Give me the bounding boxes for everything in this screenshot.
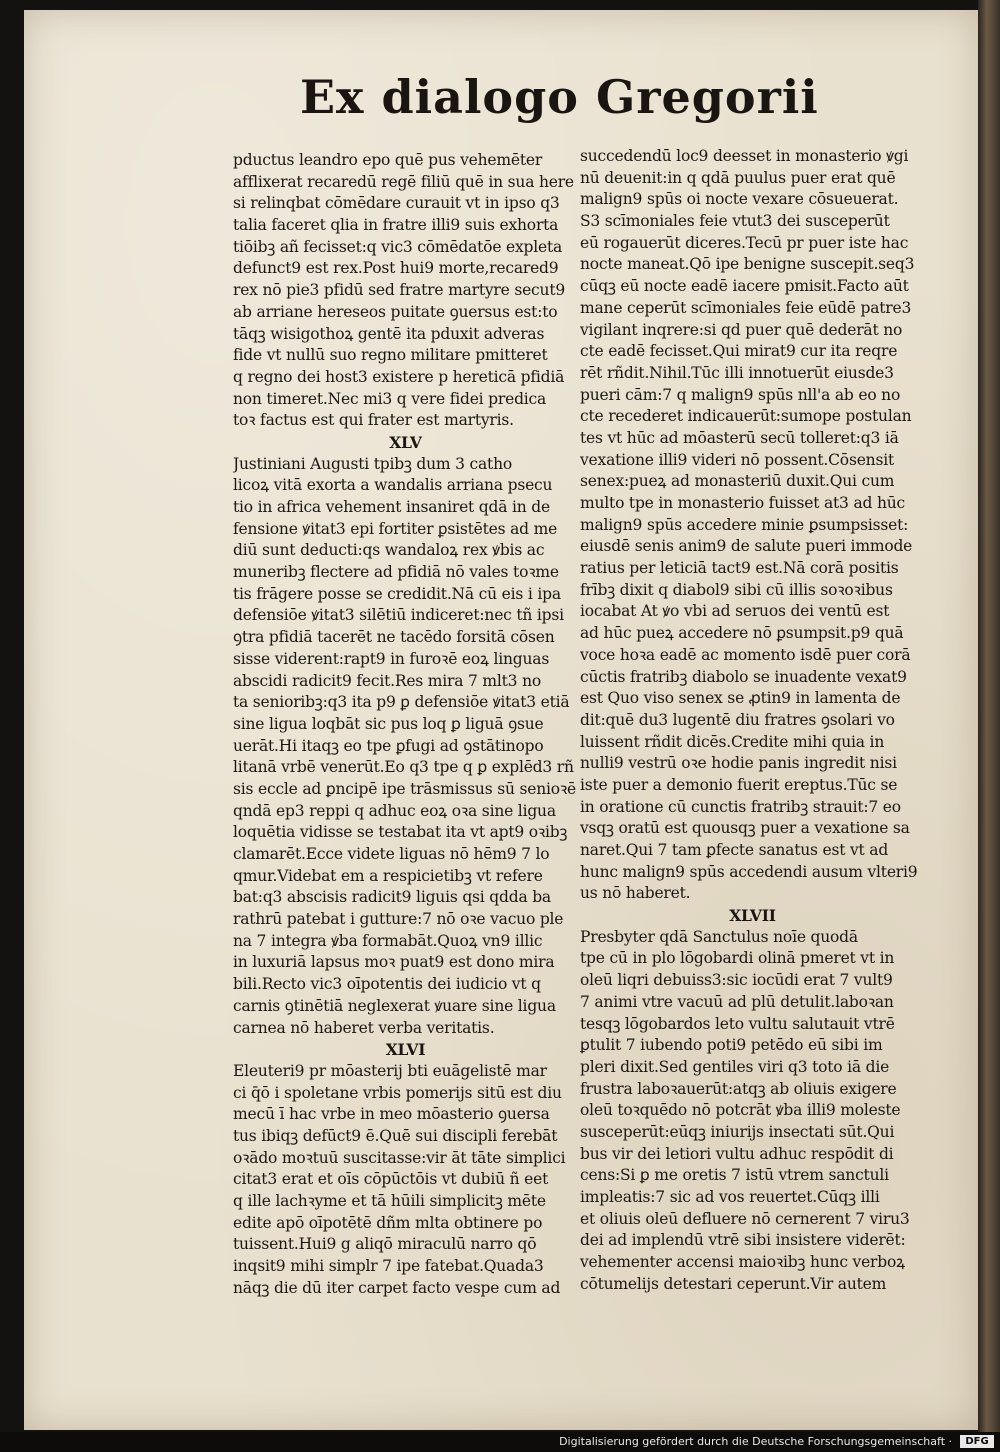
text-line: pductus leandro epo quē pus vehemēter: [233, 151, 543, 169]
text-line: est Quo viso senex se ꝓtin9 in lamenta de: [580, 689, 901, 708]
text-line: susceperūt:eūqꝫ iniurijs insectati sūt.Qui: [580, 1122, 895, 1141]
text-line: voce hoꝛa eadē ac momento isdē puer corā: [580, 645, 911, 664]
text-line: carnea nō haberet verba veritatis.: [233, 1018, 495, 1037]
text-line: frustra laboꝛauerūt:atqꝫ ab oliuis exigere: [580, 1079, 897, 1098]
text-line: edite apō oīpotētē dñm mlta obtinere po: [233, 1213, 543, 1232]
text-line: in oratione cū cunctis fratribꝫ strauit:7 eo: [580, 797, 901, 816]
text-line: tus ibiqꝫ defūct9 ē.Quē sui discipli ferebāt: [233, 1126, 558, 1145]
text-line: luissent rñdit dicēs.Credite mihi quia in: [580, 732, 885, 751]
text-line: oꝛādo moꝛtuū suscitasse:vir āt tāte simplici: [233, 1148, 566, 1167]
text-line: tiōibꝫ añ fecisset:q vic3 cōmēdatōe expleta: [233, 237, 563, 256]
text-line: carnis ꝯtinētiā neglexerat ꝟuare sine ligua: [233, 996, 556, 1015]
text-line: cens:Si ꝑ me oretis 7 istū vtrem sanctuli: [580, 1166, 889, 1185]
left-text-column: [233, 150, 578, 1299]
text-line: sisse viderent:rapt9 in furoꝛē eoꝝ linguas: [233, 649, 550, 668]
text-line: iocabat At ꝟo vbi ad seruos dei ventū est: [580, 602, 890, 621]
text-line: cte eadē fecisset.Qui mirat9 cur ita reqre: [580, 342, 898, 361]
text-line: Justiniani Augusti tpibꝫ dum 3 catho: [233, 454, 512, 473]
text-line: defensiōe ꝟitat3 silētiū indiceret:nec tñ ipsi: [233, 606, 564, 625]
text-line: qmur.Videbat em a respicietibꝫ vt refere: [233, 866, 543, 885]
text-line: impleatis:7 sic ad vos reuertet.Cūqꝫ illi: [580, 1188, 880, 1206]
text-line: sine ligua loqbāt sic pus loq ꝑ liguā ꝯsue: [233, 714, 544, 733]
text-line: tesqꝫ lōgobardos leto vultu salutauit vtrē: [580, 1014, 895, 1033]
text-line: tāqꝫ wisigothoꝝ gentē ita pduxit adveras: [233, 324, 545, 343]
text-line: fensione ꝟitat3 epi fortiter ꝑsistētes ad me: [233, 519, 558, 538]
funding-note: Digitalisierung gefördert durch die Deutsche Forschungsgemeinschaft ·: [559, 1435, 952, 1448]
text-line: vsqꝫ oratū est quousqꝫ puer a vexatione sa: [580, 819, 910, 838]
text-line: nulli9 vestrū oꝛe hodie panis ingredit nisi: [580, 754, 897, 773]
text-line: tuissent.Hui9 g aliqō miraculū narro qō: [233, 1235, 537, 1254]
text-line: S3 scīmoniales feie vtut3 dei susceperūt: [580, 212, 890, 231]
running-head: Ex dialogo Gregorii: [300, 70, 819, 124]
text-line: bili.Recto vic3 oīpotentis dei iudicio vt q: [233, 975, 541, 994]
dfg-logo: DFG: [960, 1435, 994, 1448]
text-line: malign9 spūs oi nocte vexare cōsueuerat.: [580, 190, 899, 209]
text-line: tis frāgere posse se credidit.Nā cū eis i ipa: [233, 584, 561, 603]
text-line: bat:q3 abscisis radicit9 liguis qsi qdda ba: [233, 888, 551, 907]
text-line: oleū liqri debuiss3:sic iocūdi erat 7 vult9: [580, 971, 893, 990]
text-line: na 7 integra ꝟba formabāt.Quoꝝ vn9 illic: [233, 931, 543, 950]
text-line: talia faceret qlia in fratre illi9 suis exhorta: [233, 216, 559, 235]
text-line: 7 animi vtre vacuū ad plū detulit.laboꝛan: [580, 992, 894, 1011]
text-line: in luxuriā lapsus moꝛ puat9 est dono mira: [233, 953, 555, 972]
text-line: inqsit9 mihi simplr 7 ipe fatebat.Quada3: [233, 1257, 544, 1276]
text-line: ratius per leticiā tact9 est.Nā corā positis: [580, 559, 899, 578]
chapter-heading: XLVII: [729, 906, 776, 926]
text-line: vexatione illi9 videri nō possent.Cōsensit: [580, 450, 894, 469]
text-line: succedendū loc9 deesset in monasterio ꝟgi: [580, 147, 909, 165]
text-line: litanā vrbē venerūt.Eo q3 tpe q ꝑ explēd3 rñ: [233, 758, 574, 777]
text-line: vehementer accensi maioꝛibꝫ hunc verboꝝ: [580, 1253, 905, 1272]
text-line: licoꝝ vitā exorta a wandalis arriana psecu: [233, 476, 553, 495]
text-line: Eleuteri9 pr mōasterij bti euāgelistē mar: [233, 1061, 547, 1080]
text-line: rex nō pie3 pfidū sed fratre martyre secut9: [233, 281, 566, 300]
text-line: cūctis fratribꝫ diabolo se inuadente vexat9: [580, 667, 907, 686]
text-line: malign9 spūs accedere minie ꝑsumpsisset:: [580, 515, 909, 534]
chapter-heading: XLV: [389, 432, 422, 452]
text-line: mecū ī hac vrbe in meo mōasterio ꝯuersa: [233, 1105, 550, 1124]
text-line: defunct9 est rex.Post hui9 morte,recared9: [233, 259, 559, 278]
chapter-heading: XLVI: [385, 1040, 426, 1060]
text-line: iste puer a demonio fuerit ereptus.Tūc se: [580, 775, 898, 794]
text-line: muneribꝫ flectere ad pfidiā nō vales toꝛme: [233, 563, 559, 582]
text-line: diū sunt deducti:qs wandaloꝝ rex ꝟbis ac: [233, 541, 545, 560]
digitization-footer: [0, 1432, 1000, 1452]
text-line: nāqꝫ die dū iter carpet facto vespe cum ad: [233, 1278, 561, 1297]
text-line: cūqꝫ eū nocte eadē iacere pmisit.Facto aūt: [580, 277, 909, 296]
text-line: et oliuis oleū defluere nō cernerent 7 viru3: [580, 1209, 910, 1228]
text-line: q ille lachꝛyme et tā hūili simplicitꝫ mēte: [233, 1192, 546, 1210]
book-binding-edge: [978, 0, 1000, 1432]
text-line: si relinqbat cōmēdare curauit vt in ipso q3: [233, 194, 560, 213]
text-line: tes vt hūc ad mōasterū secū tolleret:q3 iā: [580, 428, 899, 447]
text-line: tpe cū in plo lōgobardi olinā pmeret vt in: [580, 949, 895, 968]
right-text-column: [580, 146, 925, 1295]
text-line: dit:quē du3 lugentē diu fratres ꝯsolari vo: [580, 710, 895, 729]
text-line: afflixerat recaredū regē filiū quē in sua here: [233, 172, 574, 191]
text-line: qndā ep3 reppi q adhuc eoꝝ oꝛa sine ligua: [233, 801, 556, 820]
text-line: mane ceperūt scīmoniales feie eūdē patre3: [580, 298, 912, 317]
text-line: toꝛ factus est qui frater est martyris.: [233, 411, 514, 430]
text-line: naret.Qui 7 tam ꝑfecte sanatus est vt ad: [580, 841, 889, 859]
text-line: citat3 erat et oīs cōpūctōis vt dubiū ñ eet: [233, 1170, 549, 1189]
text-line: oleū toꝛquēdo nō potcrāt ꝟba illi9 moleste: [580, 1101, 901, 1120]
text-line: eiusdē senis anim9 de salute pueri immode: [580, 537, 913, 556]
text-line: multo tpe in monasterio fuisset at3 ad hūc: [580, 494, 905, 512]
text-line: nocte maneat.Qō ipe benigne suscepit.seq3: [580, 255, 915, 274]
text-line: cte recederet indicauerūt:sumope postulan: [580, 407, 912, 426]
text-line: ꝑtulit 7 iubendo poti9 petēdo eū sibi im: [580, 1036, 883, 1055]
text-line: pleri dixit.Sed gentiles viri q3 toto iā die: [580, 1057, 890, 1076]
text-line: ci q̄ō i spoletane vrbis pomerijs sitū est diu: [233, 1083, 562, 1102]
text-line: Presbyter qdā Sanctulus noīe quodā: [580, 927, 858, 946]
text-line: ab arriane hereseos puitate ꝯuersus est:to: [233, 302, 558, 321]
text-line: clamarēt.Ecce videte liguas nō hēm9 7 lo: [233, 845, 550, 863]
text-line: abscidi radicit9 fecit.Res mira 7 mlt3 no: [233, 671, 541, 690]
text-line: q regno dei host3 existere p hereticā pfidiā: [233, 367, 565, 386]
text-line: nū deuenit:in q qdā puulus puer erat quē: [580, 168, 896, 187]
text-line: rathrū patebat i gutture:7 nō oꝛe vacuo ple: [233, 910, 564, 929]
text-line: senex:pueꝝ ad monasteriū duxit.Qui cum: [580, 472, 895, 491]
text-line: loquētia vidisse se testabat ita vt apt9 oꝛibꝫ: [233, 823, 568, 842]
text-line: uerāt.Hi itaqꝫ eo tpe ꝑfugi ad ꝯstātinopo: [233, 736, 544, 755]
text-line: bus vir dei letiori vultu adhuc respōdit di: [580, 1144, 894, 1163]
text-line: us nō haberet.: [580, 884, 691, 903]
text-line: cōtumelijs detestari ceperunt.Vir autem: [580, 1274, 887, 1293]
text-line: non timeret.Nec mi3 q vere fidei predica: [233, 389, 547, 408]
text-line: pueri cām:7 q malign9 spūs nll'a ab eo no: [580, 385, 901, 404]
text-line: ta senioribꝫ:q3 ita p9 ꝑ defensiōe ꝟitat3 etiā: [233, 693, 570, 712]
text-line: fide vt nullū suo regno militare pmitteret: [233, 346, 548, 365]
text-line: dei ad implendū vtrē sibi insistere viderēt:: [580, 1231, 906, 1250]
text-line: vigilant inqrere:si qd puer quē dederāt no: [580, 320, 903, 339]
text-line: hunc malign9 spūs accedendi ausum vlteri9: [580, 862, 918, 881]
text-line: frībꝫ dixit q diabol9 sibi cū illis soꝛoꝛibus: [580, 580, 893, 599]
text-line: sis eccle ad ꝑncipē ipe trāsmissus sū senioꝛē: [233, 779, 576, 798]
text-line: eū rogauerūt diceres.Tecū pr puer iste hac: [580, 233, 909, 252]
text-line: ad hūc pueꝝ accedere nō ꝑsumpsit.p9 quā: [580, 624, 904, 643]
text-line: ꝯtra pfidiā tacerēt ne tacēdo forsitā cōsen: [233, 628, 555, 647]
text-line: tio in africa vehement insaniret qdā in de: [233, 498, 550, 516]
text-line: rēt rñdit.Nihil.Tūc illi innotuerūt eiusde3: [580, 363, 894, 382]
